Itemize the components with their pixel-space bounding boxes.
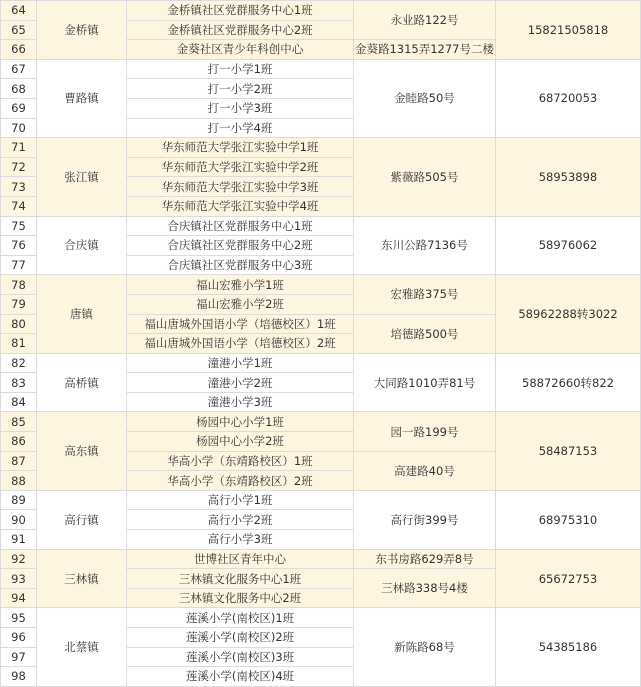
row-number: 76	[1, 236, 37, 256]
site-cell: 莲溪小学(南校区)4班	[127, 667, 354, 687]
row-number: 80	[1, 314, 37, 334]
site-cell: 合庆镇社区党群服务中心1班	[127, 216, 354, 236]
row-number: 97	[1, 647, 37, 667]
phone-cell: 68720053	[496, 59, 641, 137]
address-cell: 三林路338号4楼	[354, 569, 496, 608]
site-cell: 华东师范大学张江实验中学1班	[127, 138, 354, 158]
site-cell: 福山唐城外国语小学（培德校区）1班	[127, 314, 354, 334]
row-number: 84	[1, 392, 37, 412]
row-number: 75	[1, 216, 37, 236]
row-number: 98	[1, 667, 37, 687]
row-number: 64	[1, 1, 37, 21]
site-cell: 华东师范大学张江实验中学4班	[127, 196, 354, 216]
row-number: 66	[1, 40, 37, 60]
address-cell: 高行街399号	[354, 490, 496, 549]
phone-cell: 58953898	[496, 138, 641, 216]
row-number: 68	[1, 79, 37, 99]
site-cell: 潼港小学2班	[127, 373, 354, 393]
row-number: 79	[1, 294, 37, 314]
row-number: 92	[1, 549, 37, 569]
table-row	[1, 490, 641, 510]
address-cell: 培德路500号	[354, 314, 496, 353]
address-cell: 紫薇路505号	[354, 138, 496, 216]
site-cell: 杨园中心小学2班	[127, 432, 354, 452]
row-number: 83	[1, 373, 37, 393]
site-cell: 华东师范大学张江实验中学3班	[127, 177, 354, 197]
address-cell: 高建路40号	[354, 451, 496, 490]
address-cell: 金葵路1315弄1277号二楼	[354, 40, 496, 60]
row-number: 69	[1, 98, 37, 118]
row-number: 88	[1, 471, 37, 491]
address-cell: 永业路122号	[354, 1, 496, 40]
site-cell: 福山宏雅小学2班	[127, 294, 354, 314]
row-number: 90	[1, 510, 37, 530]
site-cell: 金葵社区青少年科创中心	[127, 40, 354, 60]
row-number: 70	[1, 118, 37, 138]
site-cell: 金桥镇社区党群服务中心2班	[127, 20, 354, 40]
address-cell: 金睦路50号	[354, 59, 496, 137]
row-number: 71	[1, 138, 37, 158]
table-row	[1, 412, 641, 432]
town-cell: 合庆镇	[37, 216, 127, 275]
table-row	[1, 138, 641, 158]
table-row	[1, 275, 641, 295]
town-cell: 金桥镇	[37, 1, 127, 60]
site-cell: 高行小学2班	[127, 510, 354, 530]
row-number: 72	[1, 157, 37, 177]
table-row	[1, 549, 641, 569]
phone-cell: 54385186	[496, 608, 641, 686]
town-cell: 曹路镇	[37, 59, 127, 137]
site-cell: 世博社区青年中心	[127, 549, 354, 569]
site-cell: 华东师范大学张江实验中学2班	[127, 157, 354, 177]
row-number: 67	[1, 59, 37, 79]
row-number: 74	[1, 196, 37, 216]
phone-cell: 58872660转822	[496, 353, 641, 412]
row-number: 78	[1, 275, 37, 295]
town-cell: 三林镇	[37, 549, 127, 608]
row-number: 81	[1, 334, 37, 354]
site-cell: 打一小学3班	[127, 98, 354, 118]
site-cell: 莲溪小学(南校区)2班	[127, 628, 354, 648]
site-cell: 三林镇文化服务中心2班	[127, 588, 354, 608]
site-cell: 打一小学1班	[127, 59, 354, 79]
site-cell: 潼港小学1班	[127, 353, 354, 373]
site-cell: 三林镇文化服务中心1班	[127, 569, 354, 589]
table-row	[1, 216, 641, 236]
table-row	[1, 353, 641, 373]
row-number: 87	[1, 451, 37, 471]
row-number: 96	[1, 628, 37, 648]
site-cell: 高行小学1班	[127, 490, 354, 510]
phone-cell: 58976062	[496, 216, 641, 275]
site-cell: 金桥镇社区党群服务中心1班	[127, 1, 354, 21]
town-cell: 高桥镇	[37, 353, 127, 412]
table-row	[1, 59, 641, 79]
row-number: 82	[1, 353, 37, 373]
town-cell: 高行镇	[37, 490, 127, 549]
row-number: 73	[1, 177, 37, 197]
phone-cell: 15821505818	[496, 1, 641, 60]
phone-cell: 68975310	[496, 490, 641, 549]
site-cell: 打一小学2班	[127, 79, 354, 99]
town-cell: 张江镇	[37, 138, 127, 216]
row-number: 95	[1, 608, 37, 628]
site-cell: 莲溪小学(南校区)3班	[127, 647, 354, 667]
site-cell: 福山宏雅小学1班	[127, 275, 354, 295]
table-row	[1, 1, 641, 21]
table-row	[1, 608, 641, 628]
town-cell: 北蔡镇	[37, 608, 127, 686]
site-cell: 福山唐城外国语小学（培德校区）2班	[127, 334, 354, 354]
address-cell: 新陈路68号	[354, 608, 496, 686]
site-cell: 潼港小学3班	[127, 392, 354, 412]
row-number: 85	[1, 412, 37, 432]
address-cell: 宏雅路375号	[354, 275, 496, 314]
address-cell: 东书房路629弄8号	[354, 549, 496, 569]
address-cell: 东川公路7136号	[354, 216, 496, 275]
phone-cell: 65672753	[496, 549, 641, 608]
row-number: 93	[1, 569, 37, 589]
row-number: 65	[1, 20, 37, 40]
phone-cell: 58487153	[496, 412, 641, 490]
site-cell: 高行小学3班	[127, 530, 354, 550]
address-cell: 园一路199号	[354, 412, 496, 451]
row-number: 86	[1, 432, 37, 452]
table-body	[1, 1, 641, 687]
site-cell: 合庆镇社区党群服务中心2班	[127, 236, 354, 256]
site-cell: 华高小学（东靖路校区）2班	[127, 471, 354, 491]
site-cell: 华高小学（东靖路校区）1班	[127, 451, 354, 471]
site-cell: 杨园中心小学1班	[127, 412, 354, 432]
address-cell: 大同路1010弄81号	[354, 353, 496, 412]
town-cell: 高东镇	[37, 412, 127, 490]
site-cell: 打一小学4班	[127, 118, 354, 138]
site-cell: 莲溪小学(南校区)1班	[127, 608, 354, 628]
row-number: 89	[1, 490, 37, 510]
site-cell: 合庆镇社区党群服务中心3班	[127, 255, 354, 275]
row-number: 94	[1, 588, 37, 608]
phone-cell: 58962288转3022	[496, 275, 641, 353]
row-number: 77	[1, 255, 37, 275]
row-number: 91	[1, 530, 37, 550]
town-cell: 唐镇	[37, 275, 127, 353]
